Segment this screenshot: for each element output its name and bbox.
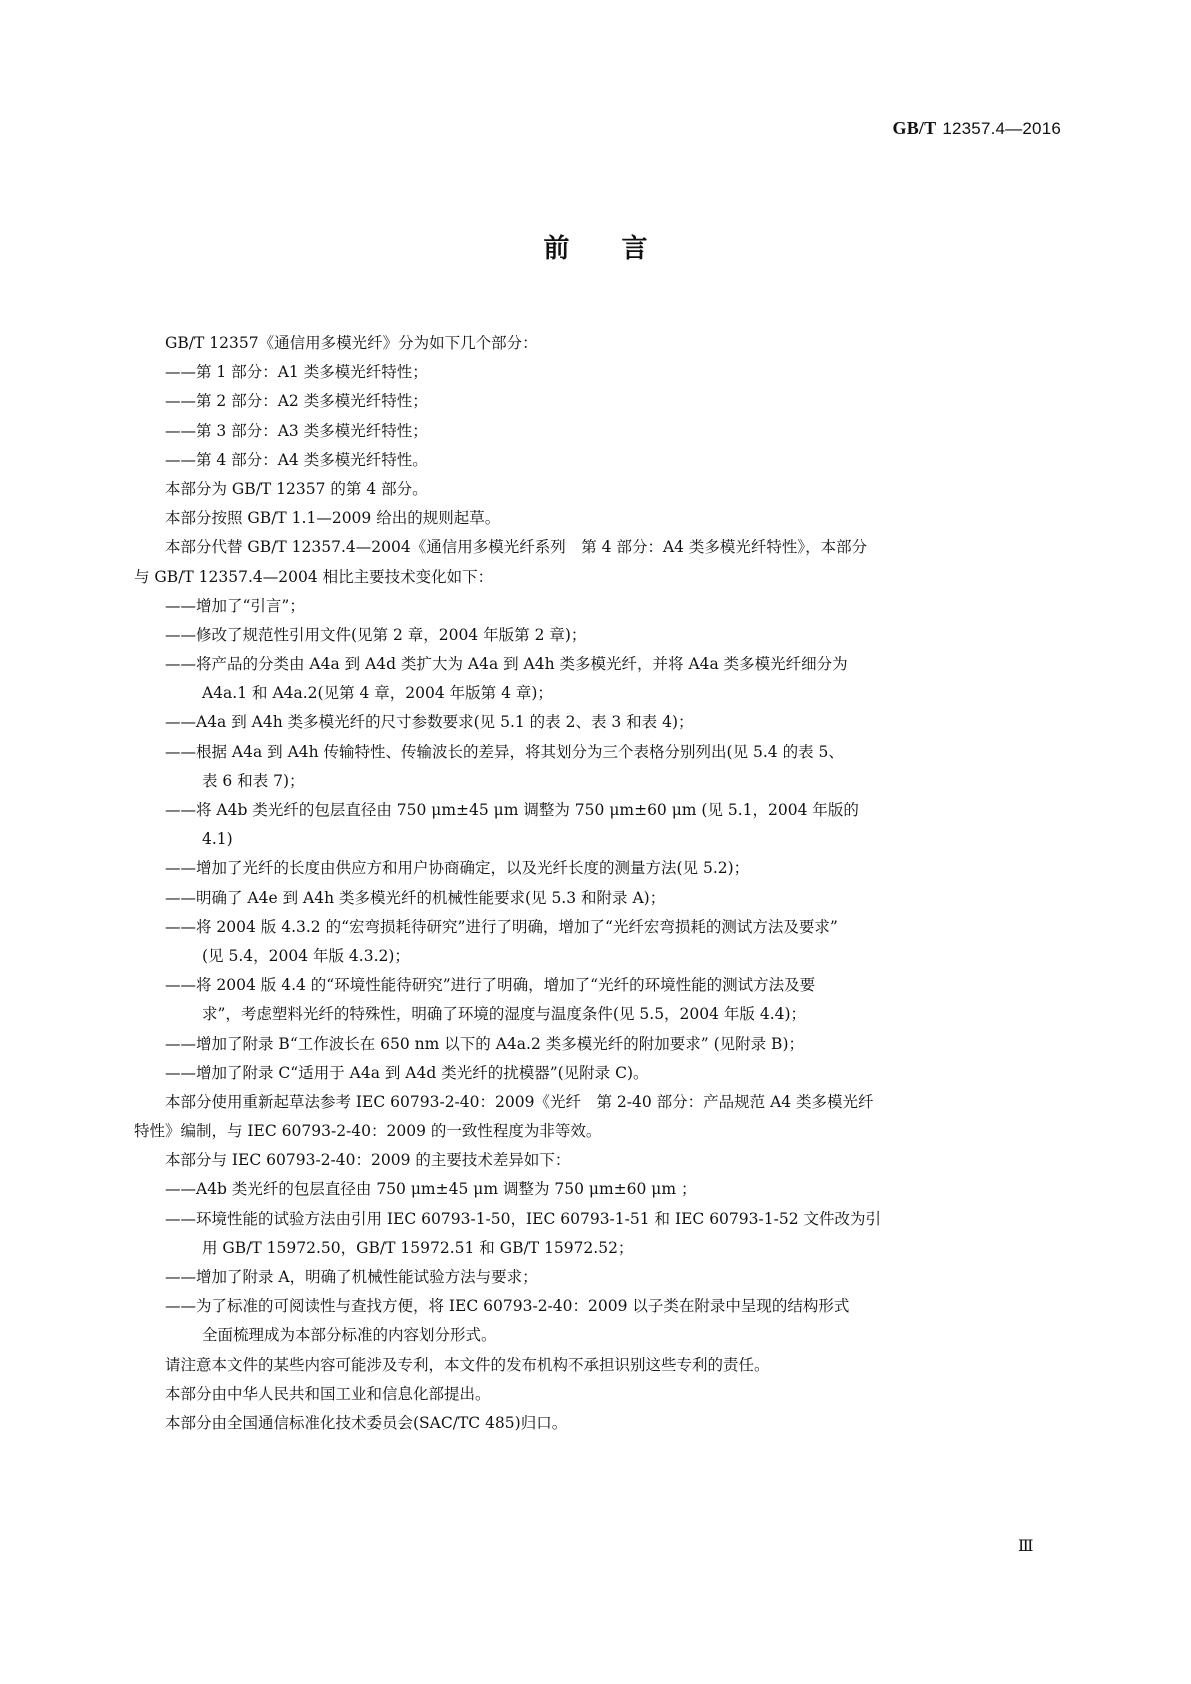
list-item-continuation: 用 GB/T 15972.50，GB/T 15972.51 和 GB/T 15972.52； — [202, 1238, 634, 1257]
list-item: ——环境性能的试验方法由引用 IEC 60793-1-50，IEC 60793-1-51 和 IEC 60793-1-52 文件改为引 — [165, 1209, 881, 1228]
paragraph-line: 本部分为 GB/T 12357 的第 4 部分。 — [165, 479, 428, 498]
paragraph-line: 本部分由全国通信标准化技术委员会(SAC/TC 485)归口。 — [165, 1413, 568, 1432]
list-item: ——A4b 类光纤的包层直径由 750 μm±45 μm 调整为 750 μm±60 μm ； — [165, 1180, 697, 1199]
list-item-continuation: (见 5.4，2004 年版 4.3.2)； — [202, 946, 410, 965]
list-item: ——增加了光纤的长度由供应方和用户协商确定，以及光纤长度的测量方法(见 5.2)； — [165, 859, 750, 878]
list-item: ——将 2004 版 4.4 的“环境性能待研究”进行了明确，增加了“光纤的环境性能的测试方法及要 — [165, 976, 816, 995]
list-item: ——A4a 到 A4h 类多模光纤的尺寸参数要求(见 5.1 的表 2、表 3 和表 4)； — [165, 713, 694, 732]
list-item-continuation: 4.1) — [202, 830, 233, 849]
list-item: ——第 4 部分：A4 类多模光纤特性。 — [165, 450, 428, 469]
list-item: ——为了标准的可阅读性与查找方便，将 IEC 60793-2-40：2009 以子类在附录中呈现的结构形式 — [165, 1297, 850, 1316]
paragraph-line: 本部分由中华人民共和国工业和信息化部提出。 — [165, 1384, 491, 1403]
paragraph-line: 与 GB/T 12357.4—2004 相比主要技术变化如下： — [134, 567, 494, 586]
list-item: ——第 2 部分：A2 类多模光纤特性； — [165, 392, 428, 411]
list-item-continuation: A4a.1 和 A4a.2(见第 4 章，2004 年版第 4 章)； — [202, 684, 553, 703]
page-title: 前言 — [543, 234, 700, 264]
foreword-body — [134, 329, 1056, 1438]
list-item: ——将产品的分类由 A4a 到 A4d 类扩大为 A4a 到 A4h 类多模光纤，并将 A4a 类多模光纤细分为 — [165, 655, 848, 674]
page-number: Ⅲ — [1018, 1538, 1034, 1555]
list-item: ——增加了“引言”； — [165, 596, 305, 615]
paragraph-line: 本部分与 IEC 60793-2-40：2009 的主要技术差异如下： — [165, 1151, 571, 1170]
paragraph-line: 特性》编制，与 IEC 60793-2-40：2009 的一致性程度为非等效。 — [134, 1122, 602, 1141]
list-item-continuation: 表 6 和表 7)； — [202, 771, 305, 790]
paragraph-line: 本部分按照 GB/T 1.1—2009 给出的规则起草。 — [165, 509, 501, 528]
paragraph-line: 请注意本文件的某些内容可能涉及专利，本文件的发布机构不承担识别这些专利的责任。 — [165, 1355, 770, 1374]
list-item: ——增加了附录 A，明确了机械性能试验方法与要求； — [165, 1268, 538, 1286]
list-item: ——增加了附录 B“工作波长在 650 nm 以下的 A4a.2 类多模光纤的附加要求” (见附录 B)； — [165, 1034, 804, 1053]
paragraph-line: 本部分使用重新起草法参考 IEC 60793-2-40：2009《光纤 第 2-40 部分：产品规范 A4 类多模光纤 — [165, 1092, 874, 1111]
paragraph-line: 本部分代替 GB/T 12357.4—2004《通信用多模光纤系列 第 4 部分：A4 类多模光纤特性》，本部分 — [165, 538, 868, 557]
list-item: ——明确了 A4e 到 A4h 类多模光纤的机械性能要求(见 5.3 和附录 A)； — [165, 888, 666, 907]
list-item: ——第 3 部分：A3 类多模光纤特性； — [165, 421, 428, 440]
list-item-continuation: 全面梳理成为本部分标准的内容划分形式。 — [202, 1326, 497, 1345]
list-item: ——将 2004 版 4.3.2 的“宏弯损耗待研究”进行了明确，增加了“光纤宏弯损耗的测试方法及要求” — [165, 917, 838, 936]
list-item: ——根据 A4a 到 A4h 传输特性、传输波长的差异，将其划分为三个表格分别列出(见 5.4 的表 5、 — [165, 742, 844, 761]
standard-number: 12357.4—2016 — [942, 119, 1061, 138]
list-item: ——第 1 部分：A1 类多模光纤特性； — [165, 363, 428, 382]
list-item: ——将 A4b 类光纤的包层直径由 750 μm±45 μm 调整为 750 μm±60 μm (见 5.1，2004 年版的 — [165, 801, 859, 819]
standard-prefix: GB/T — [892, 118, 937, 138]
paragraph-line: GB/T 12357《通信用多模光纤》分为如下几个部分： — [165, 334, 538, 352]
page-header — [893, 118, 1062, 139]
list-item-continuation: 求”，考虑塑料光纤的特殊性，明确了环境的湿度与温度条件(见 5.5，2004 年版 4.4)； — [202, 1005, 807, 1024]
list-item: ——增加了附录 C“适用于 A4a 到 A4d 类光纤的扰模器”(见附录 C)。 — [165, 1063, 649, 1082]
list-item: ——修改了规范性引用文件(见第 2 章，2004 年版第 2 章)； — [165, 625, 587, 644]
